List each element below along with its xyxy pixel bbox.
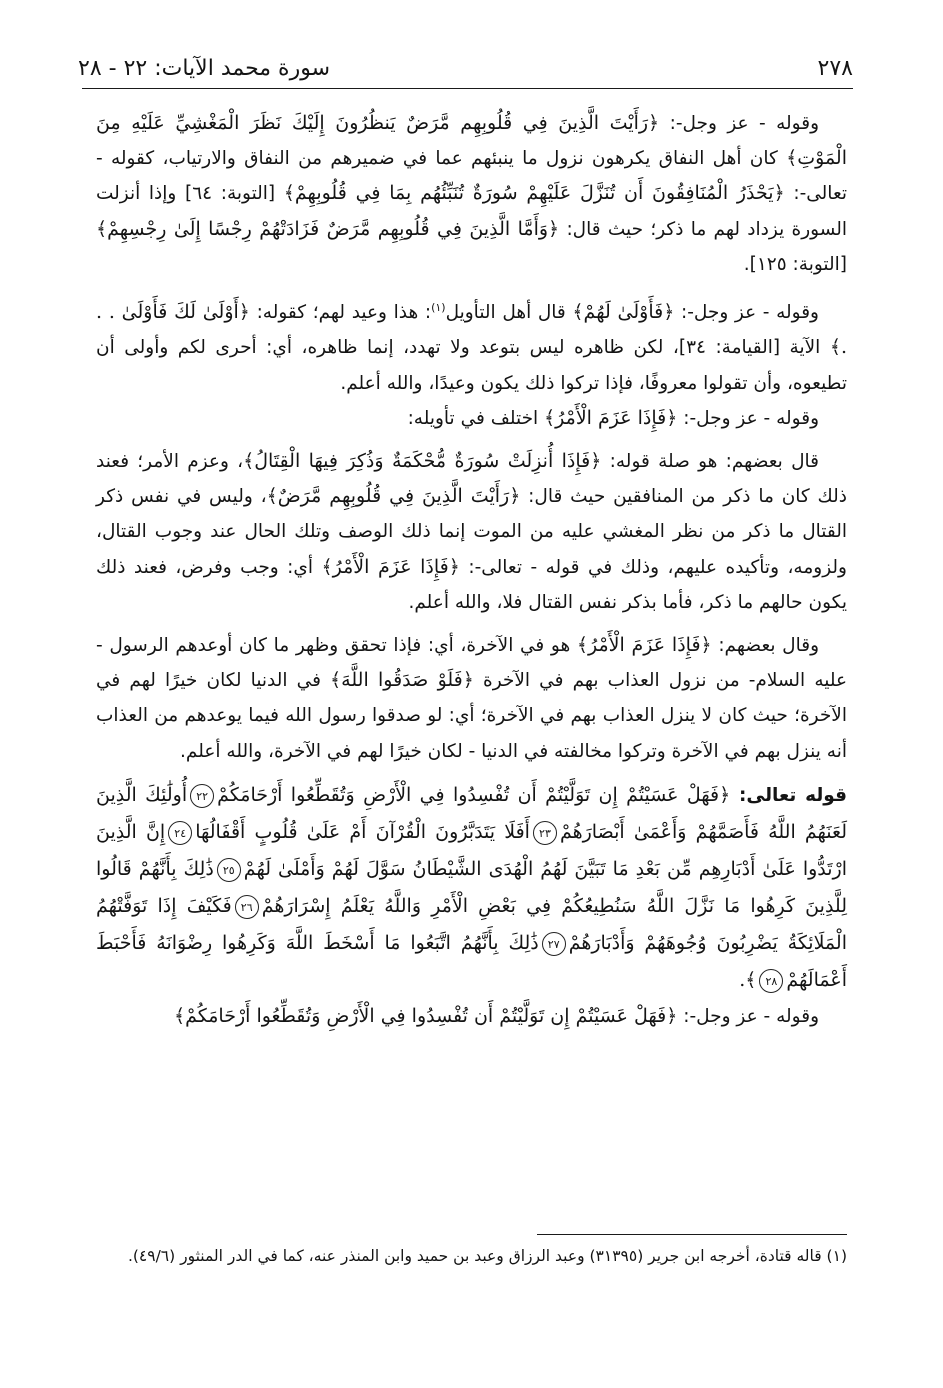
verse-text: فَكَيْفَ إِذَا تَوَفَّتْهُمُ الْمَلَائِكَةُ يَضْرِبُونَ وُجُوهَهُمْ وَأَدْبَارَهُمْ <box>96 894 847 954</box>
text-run: في الدنيا لكان خيرًا لهم في الآخرة؛ حيث كان لا ينزل العذاب بهم في الآخرة؛ أي: لو صدقوا رسول الله فيما يوعدهم من العذاب أنه ينزل بهم في الآخرة وتركوا مخالفته في الدنيا - لكان خيرًا لهم في الآخرة، والله أعلم. <box>96 670 847 762</box>
text-run: اختلف في تأويله: <box>407 407 545 429</box>
running-header <box>78 52 853 86</box>
verse-close: ﴾. <box>739 968 757 991</box>
quran-quote: ﴿فَإِذَا عَزَمَ الْأَمْرُ﴾ <box>544 406 678 429</box>
text-run: هو في الآخرة، أي: فإذا تحقق وظهر ما كان أوعدهم الرسول - عليه السلام- من نزول العذاب بهم في الآخرة <box>96 635 847 692</box>
paragraph <box>96 999 847 1034</box>
text-run: قال أهل التأويل <box>445 302 573 324</box>
footnote-reference: (١) <box>431 301 446 315</box>
quran-quote: ﴿رَأَيْتَ الَّذِينَ فِي قُلُوبِهِم مَّرَضٌ يَنظُرُونَ إِلَيْكَ نَظَرَ الْمَغْشِيِّ عَلَيْهِ مِنَ الْمَوْتِ﴾ <box>96 112 847 170</box>
text-run: [التوبة: ٦٤] وإذا أنزلت السورة يزداد لهم ما ذكر؛ حيث قال: <box>96 183 847 240</box>
verse-text: ﴿فَهَلْ عَسَيْتُمْ إِن تَوَلَّيْتُمْ أَن تُفْسِدُوا فِي الْأَرْضِ وَتُقَطِّعُوا أَرْحَامَكُمْ <box>217 783 731 806</box>
ayah-number-marker: ٢٣ <box>533 821 557 845</box>
quran-quote: ﴿رَأَيْتَ الَّذِينَ فِي قُلُوبِهِم مَّرَضٌ﴾ <box>266 485 521 508</box>
footnote-rule <box>537 1234 847 1235</box>
header-rule <box>82 88 853 89</box>
quran-quote: ﴿فَإِذَا عَزَمَ الْأَمْرُ﴾ <box>321 555 460 578</box>
text-run: [التوبة: ١٢٥]. <box>743 253 847 275</box>
text-run: وقوله - عز وجل-: <box>674 302 819 324</box>
quran-quote: ﴿يَحْذَرُ الْمُنَافِقُونَ أَن تُنَزَّلَ عَلَيْهِمْ سُورَةٌ تُنَبِّئُهُم بِمَا فِي قُلُوبِهِمْ﴾ <box>283 182 785 205</box>
text-run: : هذا وعيد لهم؛ كقوله: <box>249 302 432 324</box>
ayah-number-marker: ٢٦ <box>235 895 259 919</box>
text-run: وقوله - عز وجل-: <box>659 113 820 134</box>
verse-text: ذَٰلِكَ بِأَنَّهُمْ قَالُوا لِلَّذِينَ كَرِهُوا مَا نَزَّلَ اللَّهُ سَنُطِيعُكُمْ فِي بَعْضِ الْأَمْرِ وَاللَّهُ يَعْلَمُ إِسْرَارَهُمْ <box>96 857 847 917</box>
text-run: الآية [القيامة: ٣٤]، لكن ظاهره ليس بتوعد ولا تهدد، إنما ظاهره، أي: أحرى لكم وأولى أن تطيعوه، وأن تقولوا معروفًا، فإذا تركوا ذلك يكون وعيدًا، والله أعلم. <box>96 337 847 394</box>
main-text <box>96 106 847 1034</box>
text-run: ، وعزم الأمر؛ فعند ذلك كان ما ذكر من المنافقين حيث قال: <box>96 450 847 508</box>
text-run: كان أهل النفاق يكرهون نزول ما ينبئهم عما في ضميرهم من النفاق والارتياب، كقوله - تعالى-: <box>96 148 848 205</box>
ayah-number-marker: ٢٥ <box>217 858 241 882</box>
quran-passage <box>96 777 847 999</box>
paragraph <box>96 444 847 620</box>
text-run: وقال بعضهم: <box>711 635 820 656</box>
quran-quote: ﴿فَأَوْلَىٰ لَهُمْ﴾ <box>572 301 675 324</box>
ayah-number-marker: ٢٢ <box>190 784 214 808</box>
quran-quote: ﴿فَلَوْ صَدَقُوا اللَّهَ﴾ <box>330 669 474 692</box>
quran-quote: ﴿فَهَلْ عَسَيْتُمْ إِن تَوَلَّيْتُمْ أَن تُفْسِدُوا فِي الْأَرْضِ وَتُقَطِّعُوا أَرْحَامَكُمْ﴾ <box>173 1004 678 1027</box>
verse-text: إِنَّ الَّذِينَ ارْتَدُّوا عَلَىٰ أَدْبَارِهِم مِّن بَعْدِ مَا تَبَيَّنَ لَهُمُ الْهُدَى الشَّيْطَانُ سَوَّلَ لَهُمْ وَأَمْلَىٰ لَهُمْ <box>96 820 847 880</box>
footnote: (١) قاله قتادة، أخرجه ابن جرير (٣١٣٩٥) وعبد الرزاق وعبد بن حميد وابن المنذر عنه، كما في الدر المنثور (٤٩/٦). <box>127 1247 847 1265</box>
quran-quote: ﴿فَإِذَا أُنزِلَتْ سُورَةٌ مُّحْكَمَةٌ وَذُكِرَ فِيهَا الْقِتَالُ﴾ <box>243 449 602 472</box>
paragraph <box>96 106 847 282</box>
quran-quote: ﴿فَإِذَا عَزَمَ الْأَمْرُ﴾ <box>576 634 712 656</box>
text-run: وقوله - عز وجل-: <box>677 407 819 429</box>
paragraph <box>96 628 847 769</box>
text-run: قال بعضهم: هو صلة قوله: <box>601 450 819 472</box>
footnotes <box>96 1242 847 1271</box>
ayah-number-marker: ٢٤ <box>168 821 192 845</box>
ayah-number-marker: ٢٨ <box>759 969 783 993</box>
verse-text: أُولَٰئِكَ الَّذِينَ لَعَنَهُمُ اللَّهُ فَأَصَمَّهُمْ وَأَعْمَىٰ أَبْصَارَهُمْ <box>96 783 847 843</box>
text-run: أي: وجب وفرض، فعند ذلك يكون حالهم ما ذكر، فأما بذكر نفس القتال فلا، والله أعلم. <box>96 556 847 613</box>
page-number: ٢٧٨ <box>817 56 853 81</box>
quran-quote: ﴿أَوْلَىٰ لَكَ فَأَوْلَىٰ . . .﴾ <box>96 301 847 359</box>
quran-quote: ﴿وَأَمَّا الَّذِينَ فِي قُلُوبِهِم مَّرَضٌ فَزَادَتْهُمْ رِجْسًا إِلَىٰ رِجْسِهِمْ﴾ <box>96 217 560 240</box>
verse-text: أَفَلَا يَتَدَبَّرُونَ الْقُرْآنَ أَمْ عَلَىٰ قُلُوبٍ أَقْفَالُهَا <box>195 820 530 843</box>
text-run: ، وليس في نفس ذكر القتال ما ذكر من نظر المغشي عليه من الموت إنما ذلك الوصف وتلك الحال عند وجوب القتال، ولزومه، وتأكيده عليهم، وذلك في قوله - تعالى-: <box>96 486 847 578</box>
paragraph <box>96 290 847 401</box>
text-run: وقوله - عز وجل-: <box>677 1005 819 1027</box>
paragraph <box>96 401 847 436</box>
ayah-number-marker: ٢٧ <box>542 932 566 956</box>
surah-verse-range: سورة محمد الآيات: ٢٢ - ٢٨ <box>78 56 331 81</box>
passage-intro: قوله تعالى: <box>730 784 847 806</box>
verse-text: ذَٰلِكَ بِأَنَّهُمُ اتَّبَعُوا مَا أَسْخَطَ اللَّهَ وَكَرِهُوا رِضْوَانَهُ فَأَحْبَطَ أَعْمَالَهُمْ <box>96 931 847 991</box>
